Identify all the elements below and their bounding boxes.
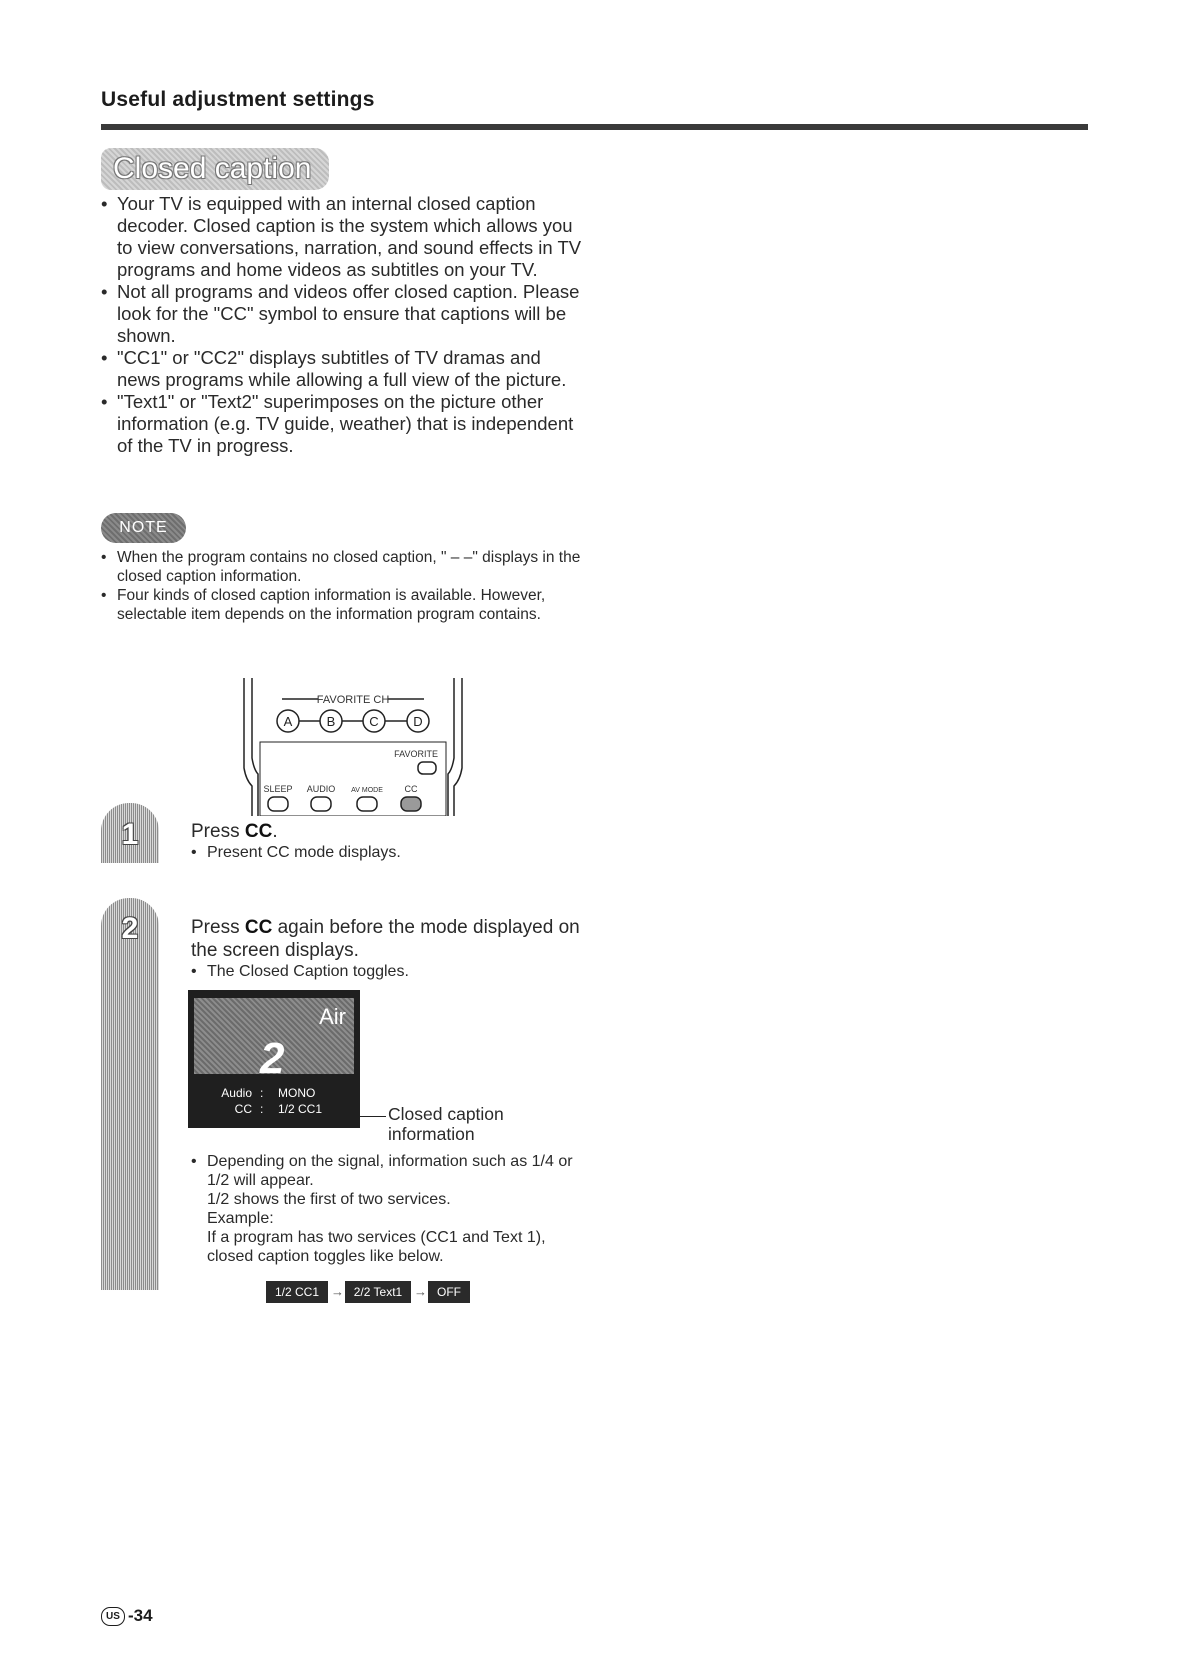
section-title: Useful adjustment settings [101,88,375,111]
favorite-a-label: A [283,714,293,729]
favorite-d-label: D [413,714,423,729]
header-rule [101,124,1088,130]
page-number-text: -34 [128,1606,153,1625]
osd-channel: 2 [260,1034,285,1083]
osd-row-label: CC [234,1102,252,1116]
note-badge [101,513,186,543]
step-1-bullet: • Present CC mode displays. [191,843,591,862]
detail-line: 1/2 shows the first of two services. [207,1191,451,1208]
step-2-number: 2 [121,912,139,945]
favorite-ch-label: FAVORITE CH [316,694,390,706]
intro-bullet: • "CC1" or "CC2" displays subtitles of TV dramas and news programs while allowing a full view of the picture. [101,347,589,391]
step-1-number: 1 [121,818,139,851]
favorite-c-label: C [369,714,379,729]
av-mode-label: AV MODE [351,787,383,794]
osd-row-colon: : [260,1086,264,1100]
step-2-detail-list [191,1152,591,1190]
step-2-action-key: CC [244,917,273,938]
remote-inner-left [252,678,258,816]
note-item: • When the program contains no closed caption, " – –" displays in the closed caption information. [101,548,589,586]
step-1-bullets [191,843,591,862]
audio-button[interactable] [311,797,331,811]
osd-input: Air [319,1004,346,1029]
page-number [101,1606,153,1626]
osd-row-value: MONO [278,1086,316,1100]
sleep-label: SLEEP [263,784,293,794]
step-2-detail-lines [191,1190,591,1266]
step-2-marker [101,898,159,1290]
step-1-action-suffix: . [272,821,278,842]
cc-button[interactable] [401,797,421,811]
sleep-button[interactable] [268,797,288,811]
arrow-right-icon: → [414,1284,427,1299]
note-list [101,548,589,624]
av-mode-button[interactable] [357,797,377,811]
remote-outline-right [454,678,462,816]
remote-outline-left [244,678,252,816]
osd-row-value: 1/2 CC1 [278,1102,323,1116]
step-1-action-key: CC [244,821,273,842]
step-1-action [191,820,591,843]
audio-label: AUDIO [306,784,336,794]
osd-illustration [188,990,360,1128]
sequence-item-3: OFF [428,1281,470,1303]
step-2-action-suffix: again before the mode displayed on the screen displays. [191,917,580,961]
note-badge-label: NOTE [119,519,168,536]
step-1-content [191,820,591,862]
cc-label: CC [404,784,418,794]
step-2-action-prefix: Press [191,917,245,938]
favorite-label: FAVORITE [394,749,438,759]
callout-leader-line [360,1116,386,1117]
step-2-bullet: • The Closed Caption toggles. [191,962,591,981]
favorite-button[interactable] [418,762,436,774]
region-badge: US [101,1607,125,1626]
sequence-item-1: 1/2 CC1 [266,1281,328,1303]
step-2-action [191,916,591,962]
step-2-detail-bullet: • Depending on the signal, information such as 1/4 or 1/2 will appear. [191,1152,591,1190]
intro-bullet: • Your TV is equipped with an internal closed caption decoder. Closed caption is the system which allows you to view conversations, narration, and sound effects in TV programs and home videos as subtitles on your TV. [101,193,589,281]
remote-control-illustration [238,678,468,816]
intro-bullet-list [101,193,589,457]
osd-row-label: Audio [221,1086,252,1100]
osd-callout: Closed caption information [388,1104,504,1144]
topic-badge: Closed caption [101,148,329,190]
osd-row-colon: : [260,1102,264,1116]
intro-bullet: • "Text1" or "Text2" superimposes on the picture other information (e.g. TV guide, weather) that is independent of the TV in progress. [101,391,589,457]
arrow-right-icon: → [331,1284,344,1299]
step-2-bullets [191,962,591,981]
step-1-action-prefix: Press [191,821,245,842]
favorite-b-label: B [326,714,336,729]
intro-bullet: • Not all programs and videos offer closed caption. Please look for the "CC" symbol to ensure that captions will be shown. [101,281,589,347]
detail-line: If a program has two services (CC1 and Text 1), closed caption toggles like below. [207,1229,546,1265]
step-2-details [191,1152,591,1266]
detail-line: Example: [207,1210,274,1227]
remote-inner-right [448,678,454,816]
sequence-item-2: 2/2 Text1 [345,1281,411,1303]
step-2-content [191,916,591,981]
osd-screen [194,998,354,1083]
note-item: • Four kinds of closed caption information is available. However, selectable item depends on the information program contains. [101,586,589,624]
